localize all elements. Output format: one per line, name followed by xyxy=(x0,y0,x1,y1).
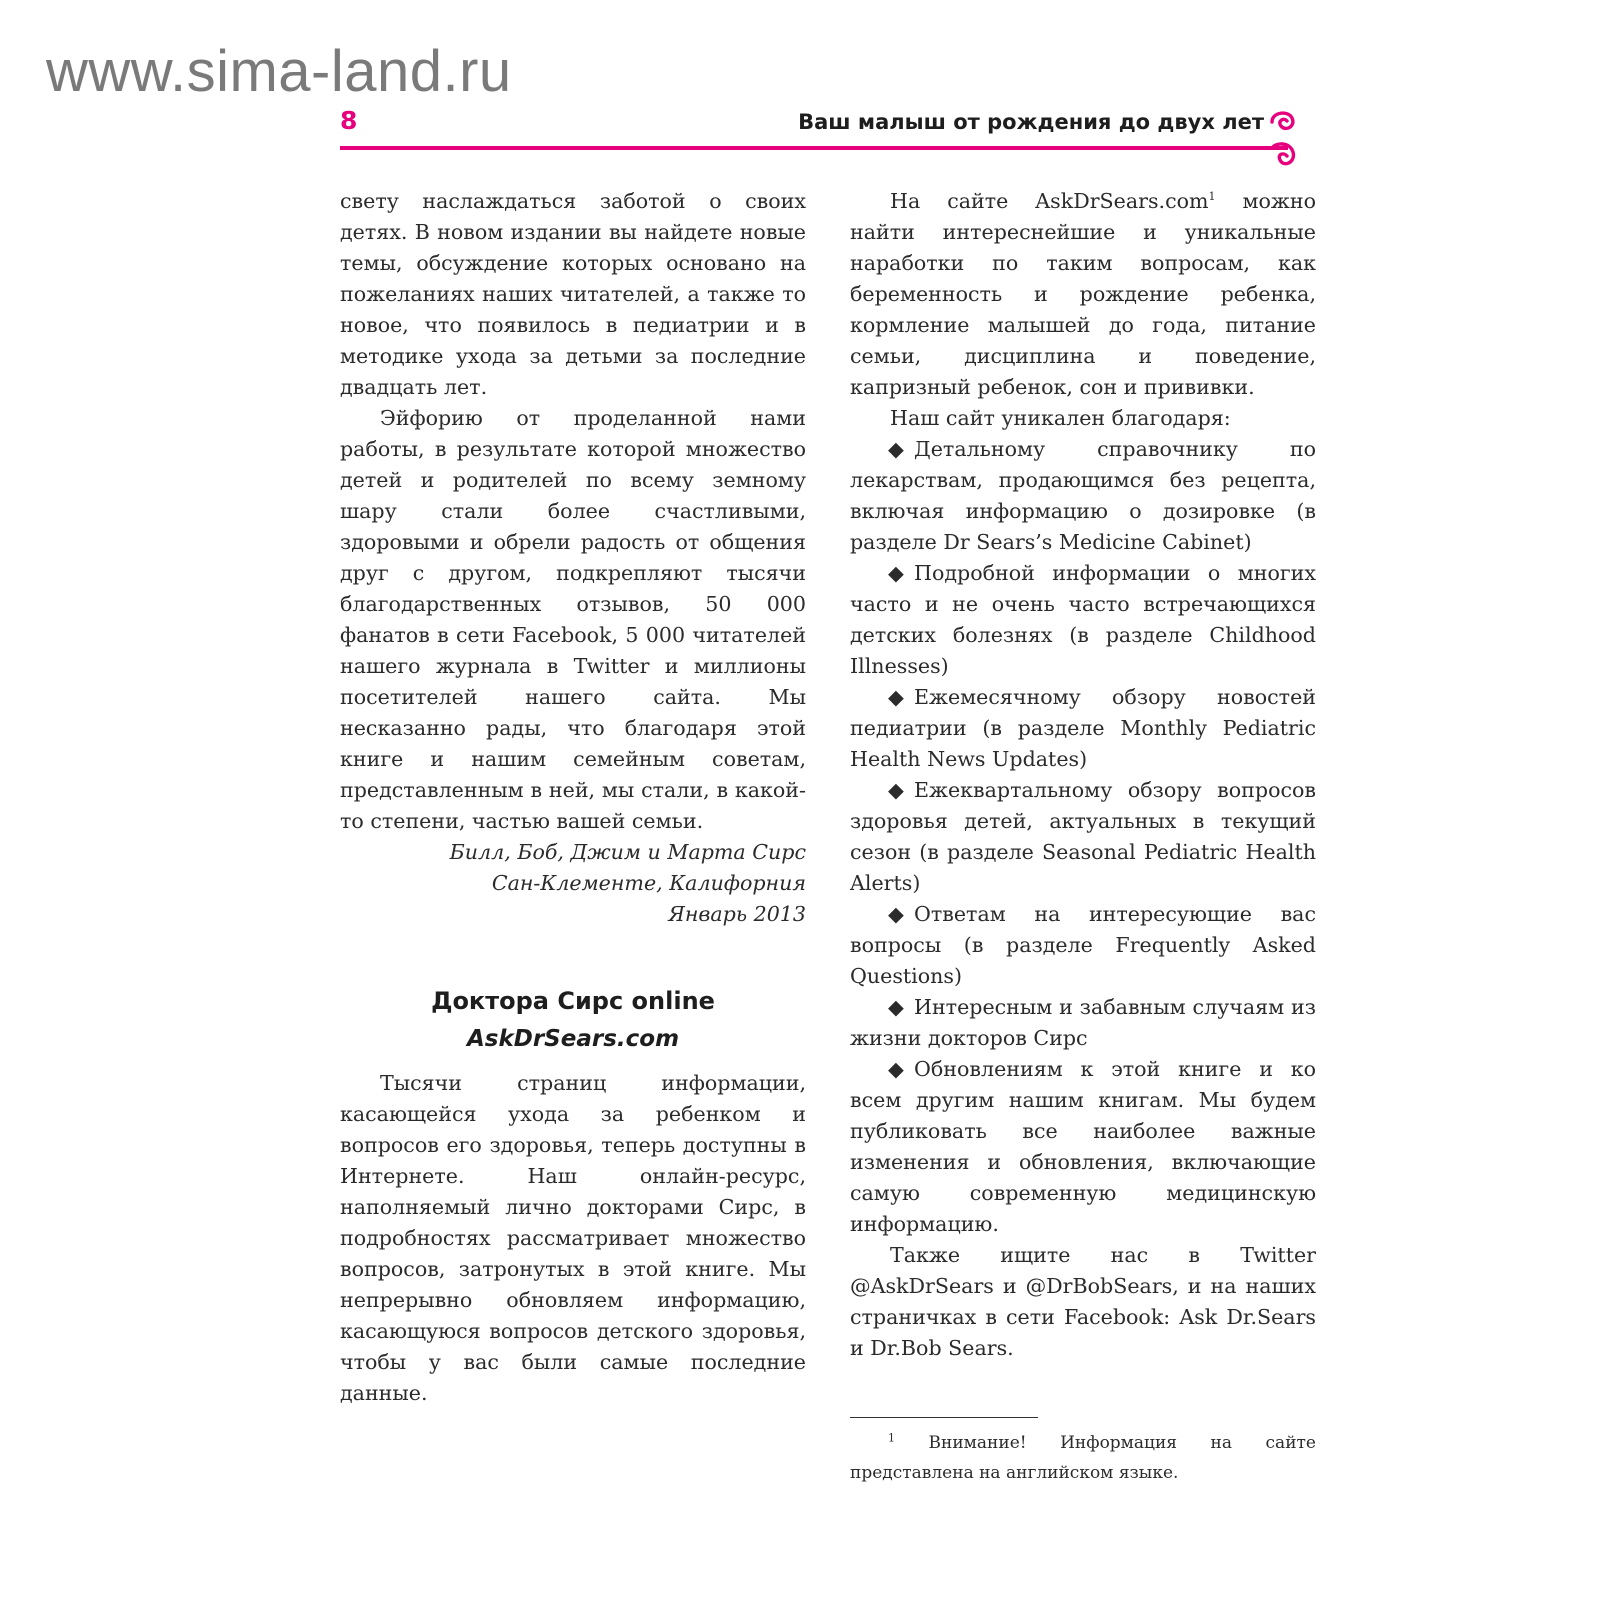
list-item: ◆ Обновлениям к этой книге и ко всем другим нашим книгам. Мы будем публиковать все наиболее важные изменения и обновления, включающие самую современную медицинскую информацию. xyxy=(850,1054,1316,1240)
diamond-bullet-icon: ◆ xyxy=(888,778,904,802)
page-number: 8 xyxy=(340,106,358,135)
list-intro: Наш сайт уникален благодаря: xyxy=(890,406,1231,430)
diamond-bullet-icon: ◆ xyxy=(888,685,904,709)
signature-place: Сан-Клементе, Калифорния xyxy=(491,871,806,895)
intro-text-rest: можно найти интереснейшие и уникальные наработки по таким вопросам, как беременность и рождение ребенка, кормление малышей до года, питание семьи, дисциплина и поведение, капризный ребенок, сон и прививки. xyxy=(850,189,1316,399)
footnote xyxy=(850,1428,1316,1488)
signature-date: Январь 2013 xyxy=(668,902,806,926)
list-item: ◆ Ответам на интересующие вас вопросы (в разделе Frequently Asked Questions) xyxy=(850,899,1316,992)
footnote-rule xyxy=(850,1417,1038,1418)
paragraph: Эйфорию от проделанной нами работы, в результате которой множество детей и родителей по всему земному шару стали более счастливыми, здоровыми и обрели радость от общения друг с другом, подкрепляют тысячи благодарственных отзывов, 50 000 фанатов в сети Facebook, 5 000 читателей нашего журнала в Twitter и миллионы посетителей нашего сайта. Мы несказанно рады, что благодаря этой книге и нашим семейным советам, представленным в ней, мы стали, в какой-то степени, частью вашей семьи. xyxy=(340,406,806,833)
footnote-text: Внимание! Информация на сайте представлена на английском языке. xyxy=(850,1433,1316,1483)
list-item: ◆ Интересным и забавным случаям из жизни докторов Сирс xyxy=(850,992,1316,1054)
watermark: www.sima-land.ru xyxy=(46,39,512,104)
footnote-mark: 1 xyxy=(888,1431,895,1445)
list-item: ◆ Подробной информации о многих часто и не очень часто встречающихся детских болезнях (в разделе Childhood Illnesses) xyxy=(850,558,1316,682)
paragraph: Тысячи страниц информации, касающейся ухода за ребенком и вопросов его здоровья, теперь доступны в Интернете. Наш онлайн-ресурс, наполняемый лично докторами Сирс, в подробностях рассматривает множество вопросов, затронутых в этой книге. Мы непрерывно обновляем информацию, касающуюся вопросов детского здоровья, чтобы у вас были самые последние данные. xyxy=(340,1071,806,1405)
intro-text: На сайте AskDrSears.com xyxy=(890,189,1209,213)
diamond-bullet-icon: ◆ xyxy=(888,437,904,461)
swirl-ornament-icon xyxy=(1266,142,1304,178)
header-rule xyxy=(340,146,1288,150)
paragraph xyxy=(850,186,1316,403)
signature-authors: Билл, Боб, Джим и Марта Сирс xyxy=(449,840,806,864)
swirl-ornament-icon xyxy=(1266,108,1304,144)
list-item: ◆ Детальному справочнику по лекарствам, продающимся без рецепта, включая информацию о дозировке (в разделе Dr Sears’s Medicine Cabinet) xyxy=(850,434,1316,558)
list-item: ◆ Ежемесячному обзору новостей педиатрии (в разделе Monthly Pediatric Health News Updates) xyxy=(850,682,1316,775)
left-column xyxy=(340,186,806,1409)
section-subtitle: AskDrSears.com xyxy=(466,1026,680,1052)
diamond-bullet-icon: ◆ xyxy=(888,902,904,926)
paragraph: Также ищите нас в Twitter @AskDrSears и @DrBobSears, и на наших страничках в сети Facebook: Ask Dr.Sears и Dr.Bob Sears. xyxy=(850,1243,1316,1360)
paragraph: свету наслаждаться заботой о своих детях. В новом издании вы найдете новые темы, обсуждение которых основано на пожеланиях наших читателей, а также то новое, что появилось в педиатрии и в методике ухода за детьми за последние двадцать лет. xyxy=(340,189,806,399)
right-column xyxy=(850,186,1316,1364)
page-header xyxy=(340,106,1320,176)
footnote-reference: 1 xyxy=(1208,190,1216,204)
diamond-bullet-icon: ◆ xyxy=(888,995,904,1019)
running-title: Ваш малыш от рождения до двух лет xyxy=(798,110,1264,134)
list-item: ◆ Ежеквартальному обзору вопросов здоровья детей, актуальных в текущий сезон (в разделе Seasonal Pediatric Health Alerts) xyxy=(850,775,1316,899)
diamond-bullet-icon: ◆ xyxy=(888,1057,904,1081)
diamond-bullet-icon: ◆ xyxy=(888,561,904,585)
section-title: Доктора Сирс online xyxy=(431,987,715,1015)
